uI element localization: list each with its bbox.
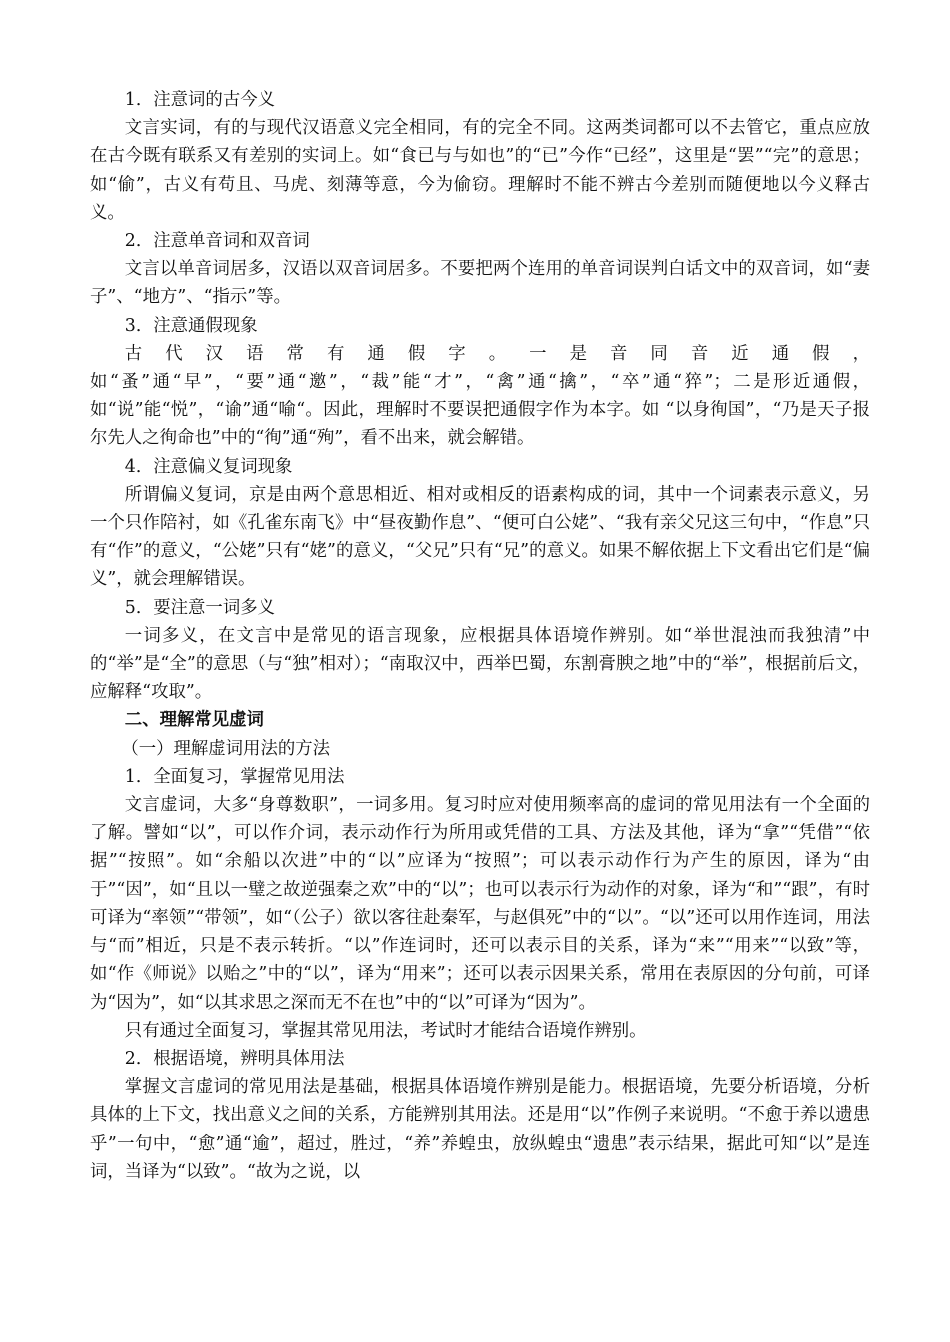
subsection-title-methods: （一）理解虚词用法的方法	[121, 738, 331, 759]
paragraph-context: 掌握文言虚词的常见用法是基础，根据具体语境作辨别是能力。根据语境，先要分析语境，分析具体的上下文，找出意义之间的关系，方能辨别其用法。还是用“以”作例子来说明。“不愈于养以遗患乎”一句中，“愈”通“逾”，超过，胜过，“养”养蝗虫，放纵蝗虫“遗患”表示结果，据此可知“以”是连词，当译为“以致”。“故为之说，以	[90, 1077, 870, 1182]
section-title-function-words: 二、理解常见虚词	[124, 710, 264, 731]
paragraph-tongjia: 古代汉语常有通假字。一是音同音近通假，如“蚤”通“早”，“要”通“邀”，“裁”能“才”，“禽”通“擒”，“卒”通“猝”；二是形近通假，如“说”能“悦”，“谕”通“喻“。因此，理解时不要误把通假字作为本字。如 “以身徇国”，“乃是天子报尔先人之徇命也”中的“徇”通“殉”，看不出来，就会解错。	[90, 343, 870, 449]
paragraph-polysemy: 一词多义，在文言中是常见的语言现象，应根据具体语境作辨别。如“举世混浊而我独清”中的“举”是“全”的意思（与“独”相对）；“南取汉中，西举巴蜀，东割膏腴之地”中的“举”，根据前后文，应解释“攻取”。	[90, 625, 870, 703]
heading-comprehensive-review: 1．全面复习，掌握常见用法	[124, 766, 345, 787]
heading-pianyi-compound: 4．注意偏义复词现象	[124, 456, 293, 477]
heading-polysemy: 5．要注意一词多义	[124, 597, 275, 618]
paragraph-comprehensive-review: 文言虚词，大多“身尊数职”，一词多用。复习时应对使用频率高的虚词的常见用法有一个全面的了解。譬如“以”，可以作介词，表示动作行为所用或凭借的工具、方法及其他，译为“拿”“凭借”“依据”“按照”。如“余船以次进”中的“以”应译为“按照”；可以表示动作行为产生的原因，译为“由于”“因”，如“且以一璧之故逆强秦之欢”中的“以”；也可以表示行为动作的对象，译为“和”“跟”，有时可译为“率领”“带领”，如“（公子）欲以客往赴秦军，与赵俱死”中的“以”。“以”还可以用作连词，用法与“而”相近，只是不表示转折。“以”作连词时，还可以表示目的关系，译为“来”“用来”“以致”等，如“作《师说》以贻之”中的“以”，译为“用来”；还可以表示因果关系，常用在表原因的分句前，可译为“因为”，如“以其求思之深而无不在也”中的“以”可译为“因为”。	[90, 795, 870, 1013]
paragraph-single-double-syllable: 文言以单音词居多，汉语以双音词居多。不要把两个连用的单音词误判白话文中的双音词，如“妻子”、“地方”、“指示”等。	[90, 259, 870, 308]
heading-ancient-modern-meaning: 1．注意词的古今义	[124, 90, 275, 110]
heading-context: 2．根据语境，辨明具体用法	[124, 1048, 345, 1069]
heading-single-double-syllable: 2．注意单音词和双音词	[124, 231, 310, 252]
document-page	[90, 86, 870, 1186]
heading-tongjia: 3．注意通假现象	[124, 315, 258, 336]
paragraph-ancient-modern-meaning: 文言实词，有的与现代汉语意义完全相同，有的完全不同。这两类词都可以不去管它，重点应放在古今既有联系又有差别的实词上。如“食已与与如也”的“已”今作“已经”，这里是“罢”“完”的意思；如“偷”，古义有苟且、马虎、刻薄等意，今为偷窃。理解时不能不辨古今差别而随便地以今义释古义。	[90, 118, 870, 223]
paragraph-review-summary: 只有通过全面复习，掌握其常见用法，考试时才能结合语境作辨别。	[124, 1020, 647, 1041]
paragraph-pianyi-compound: 所谓偏义复词，京是由两个意思相近、相对或相反的语素构成的词，其中一个词素表示意义，另一个只作陪衬，如《孔雀东南飞》中“昼夜勤作息”、“便可白公姥”、“我有亲父兄这三句中，“作息”只有“作”的意义，“公姥”只有“姥”的意义，“父兄”只有“兄”的意义。如果不解依据上下文看出它们是“偏义”，就会理解错误。	[90, 484, 870, 590]
